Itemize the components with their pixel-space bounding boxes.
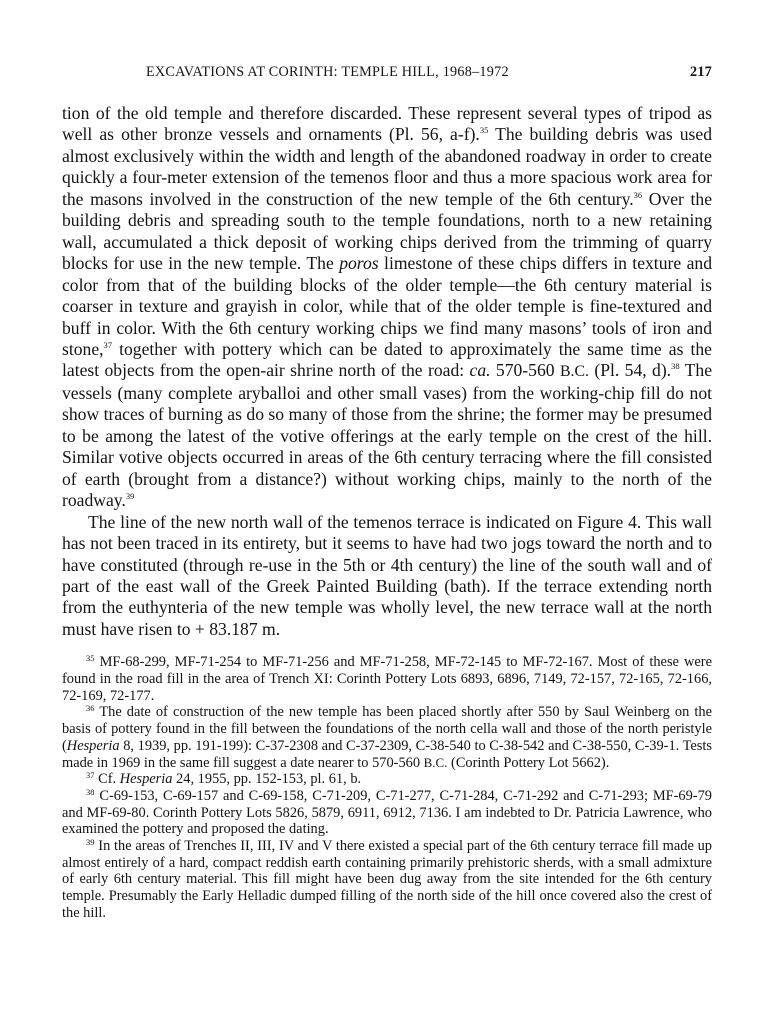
italic-term-ca: ca.: [469, 360, 491, 381]
footnote-text: 24, 1955, pp. 152-153, pl. 61, b.: [172, 771, 362, 788]
text-run: 570-560: [490, 360, 560, 381]
text-run: (Pl. 54, d).: [588, 360, 672, 381]
italic-term-poros: poros: [339, 253, 379, 274]
page-number: 217: [689, 64, 712, 80]
footnote-text: The date of construction of the new temple has been placed shortly after 550 by Saul Weinberg on the basis of pottery found in the fill between the foundations of the north cella wall and those of the north peristyle (: [62, 704, 712, 754]
text-run: The building debris was used almost exclusively within the width and length of the abandoned roadway in order to create quickly a four-meter extension of the temenos floor and thus a more spacious work area for the masons involved in the construction of the new temple of the 6th century.: [62, 124, 712, 209]
body-text: [62, 103, 712, 640]
footnote-text: In the areas of Trenches II, III, IV and V there existed a special part of the 6th century terrace fill made up almost entirely of a hard, compact reddish earth containing primarily prehistoric sherds, with a small admixture of early 6th century material. This fill might have been dug away from the site intended for the 6th century temple. Presumably the Early Helladic dumped filling of the north side of the hill once covered also the crest of the hill.: [62, 838, 712, 921]
footnote-number: 38: [86, 786, 95, 797]
footnotes: [62, 654, 712, 921]
footnote-text: Cf.: [94, 771, 120, 788]
footnote-38: [62, 788, 712, 838]
footnote-ref-36[interactable]: 36: [633, 189, 643, 200]
footnote-number: 36: [86, 703, 95, 714]
footnote-number: 37: [86, 770, 95, 781]
footnote-ref-39[interactable]: 39: [125, 491, 135, 502]
text-run: The vessels (many complete aryballoi and other small vases) from the working-chip fill do not show traces of burning as do so many of those from the shrine; the former may be presumed to be among the latest of the votive offerings at the early temple on the crest of the hill. Similar votive objects occurred in areas of the 6th century terracing where the fill consisted of earth (brought from a distance?) without working chips, mainly to the north of the roadway.: [62, 360, 713, 511]
footnote-ref-37[interactable]: 37: [103, 339, 113, 350]
footnote-37: [62, 771, 712, 788]
small-caps-bc: B.C.: [559, 363, 589, 381]
footnote-39: [62, 838, 712, 922]
footnote-text: C-69-153, C-69-157 and C-69-158, C-71-209, C-71-277, C-71-284, C-71-292 and C-71-293; MF-69-79 and MF-69-80. Corinth Pottery Lots 5826, 5879, 6911, 6912, 7136. I am indebted to Dr. Patricia Lawrence, who examined the pottery and proposed the dating.: [62, 787, 712, 838]
footnote-text: 8, 1939, pp. 191-199): C-37-2308 and C-37-2309, C-38-540 to C-38-542 and C-38-550, C-39-1. Tests made in 1969 in the same fill suggest a date nearer to 570-560: [62, 737, 712, 771]
paragraph-1: [62, 103, 712, 512]
paragraph-2: The line of the new north wall of the temenos terrace is indicated on Figure 4. This wall has not been traced in its entirety, but it seems to have had two jogs toward the north and to have constituted (through re-use in the 5th or 4th century) the line of the south wall and of part of the east wall of the Greek Painted Building (bath). If the terrace extending north from the euthynteria of the new temple was wholly level, the new terrace wall at the north must have risen to + 83.187 m.: [62, 511, 712, 639]
running-title: EXCAVATIONS AT CORINTH: TEMPLE HILL, 1968–1972: [146, 64, 509, 80]
page: [62, 62, 712, 922]
footnote-ref-35[interactable]: 35: [479, 125, 489, 136]
footnote-number: 35: [86, 653, 95, 664]
footnote-ref-38[interactable]: 38: [671, 361, 680, 372]
text-run: together with pottery which can be dated to approximately the same time as the latest objects from the open-air shrine north of the road:: [62, 338, 712, 381]
text-run: tion of the old temple and therefore discarded. These represent several types of tripod as well as other bronze vessels and ornaments (Pl. 56, a-f).: [62, 103, 712, 145]
footnote-number: 39: [86, 837, 95, 848]
running-head: [62, 62, 712, 82]
small-caps-bc: B.C.: [423, 754, 448, 770]
journal-title-hesperia: Hesperia: [119, 771, 173, 788]
footnote-text: (Corinth Pottery Lot 5662).: [447, 754, 610, 771]
footnote-36: [62, 704, 712, 771]
text-run: limestone of these chips differs in texture and color from that of the building blocks of the older temple—the 6th century material is coarser in texture and grayish in color, while that of the older temple is fine-textured and buff in color. With the 6th century working chips we find many masons’ tools of iron and stone,: [62, 253, 712, 359]
footnote-text: MF-68-299, MF-71-254 to MF-71-256 and MF-71-258, MF-72-145 to MF-72-167. Most of these were found in the road fill in the area of Trench XI: Corinth Pottery Lots 6893, 6896, 7149, 72-157, 72-165, 72-166, 72-169, 72-177.: [62, 654, 712, 704]
text-run: Over the building debris and spreading south to the temple foundations, north to a new retaining wall, accumulated a thick deposit of working chips derived from the trimming of quarry blocks for use in the new temple. The: [62, 188, 713, 274]
journal-title-hesperia: Hesperia: [66, 737, 120, 754]
footnote-35: [62, 654, 712, 704]
